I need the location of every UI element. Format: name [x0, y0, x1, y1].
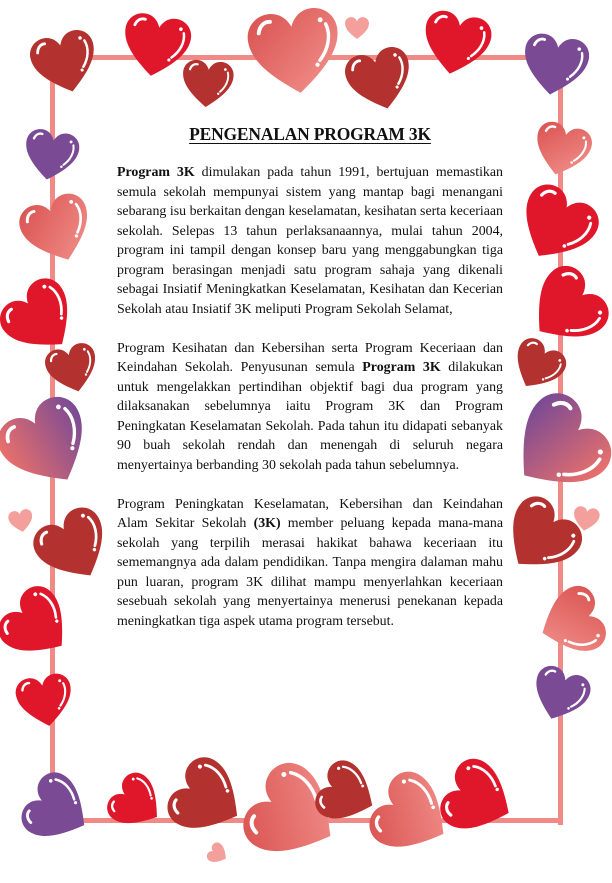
text-segment: Program Kesihatan dan Kebersihan serta Program Keceriaan dan Keindahan Sekolah. Penyusunan semula	[117, 340, 503, 375]
bold-text: (3K)	[253, 516, 281, 531]
bold-text: Program 3K	[117, 165, 195, 180]
heart-icon	[0, 378, 114, 512]
paragraph-2	[117, 339, 503, 476]
heart-icon	[514, 22, 596, 108]
heart-icon	[337, 37, 423, 123]
heart-icon	[18, 123, 85, 187]
text-segment: member peluang kepada mana-mana sekolah yang terpilih merasai hakikat bahawa keceriaan itu sememangnya ada dalam pendidikan. Tanpa mengira dalaman mahu pun luaran, program 3K dilihat mampu menyerlahkan keceriaan sesebuah sekolah yang menyertainya menerusi penekanan kepada meningkatkan tiga aspek utama program tersebut.	[117, 516, 503, 629]
bold-text: Program 3K	[362, 360, 441, 375]
text-segment: dimulakan pada tahun 1991, bertujuan memastikan semula sekolah mempunyai sistem yang mantap bagi menangani sebarang isu berkaitan dengan keselamatan, kesihatan serta keceriaan sekolah. Selepas 13 tahun perlaksanaannya, mulai tahun 2004, program ini tampil dengan konsep baru yang menggabungkan tiga program berasingan menjadi satu program sahaja yang dikenali sebagai Insiatif Meningkatkan Keselamatan, Kesihatan dan Kecerian Sekolah atau Insiatif 3K meliputi Program Sekolah Selamat,	[117, 165, 503, 317]
heart-icon	[5, 759, 110, 861]
heart-icon	[178, 53, 238, 116]
heart-icon	[523, 576, 612, 669]
heart-icon	[10, 665, 80, 736]
heart-icon	[240, 0, 350, 104]
page-title: PENGENALAN PROGRAM 3K	[189, 124, 431, 144]
heart-icon	[9, 180, 107, 281]
paragraph-3	[117, 495, 503, 632]
heart-icon	[413, 1, 498, 86]
heart-icon	[22, 20, 108, 106]
heart-icon	[344, 15, 370, 41]
paragraph-1	[117, 163, 503, 319]
heart-icon	[522, 657, 599, 734]
text-segment: Program Peningkatan Keselamatan, Kebersihan dan Keindahan Alam Sekitar Sekolah	[117, 496, 503, 531]
document-body	[117, 124, 503, 631]
text-segment: dilakukan untuk mengelakkan pertindihan objektif bagi dua program yang dilaksanakan sebelumnya iaitu Program 3K dan Program Peningkatan Keselamatan Sekolah. Pada tahun itu didapati sebanyak 90 buah sekolah rendah dan menengah di seluruh negara menyertainya berbanding 30 sekolah pada tahun sebelumnya.	[117, 360, 504, 473]
